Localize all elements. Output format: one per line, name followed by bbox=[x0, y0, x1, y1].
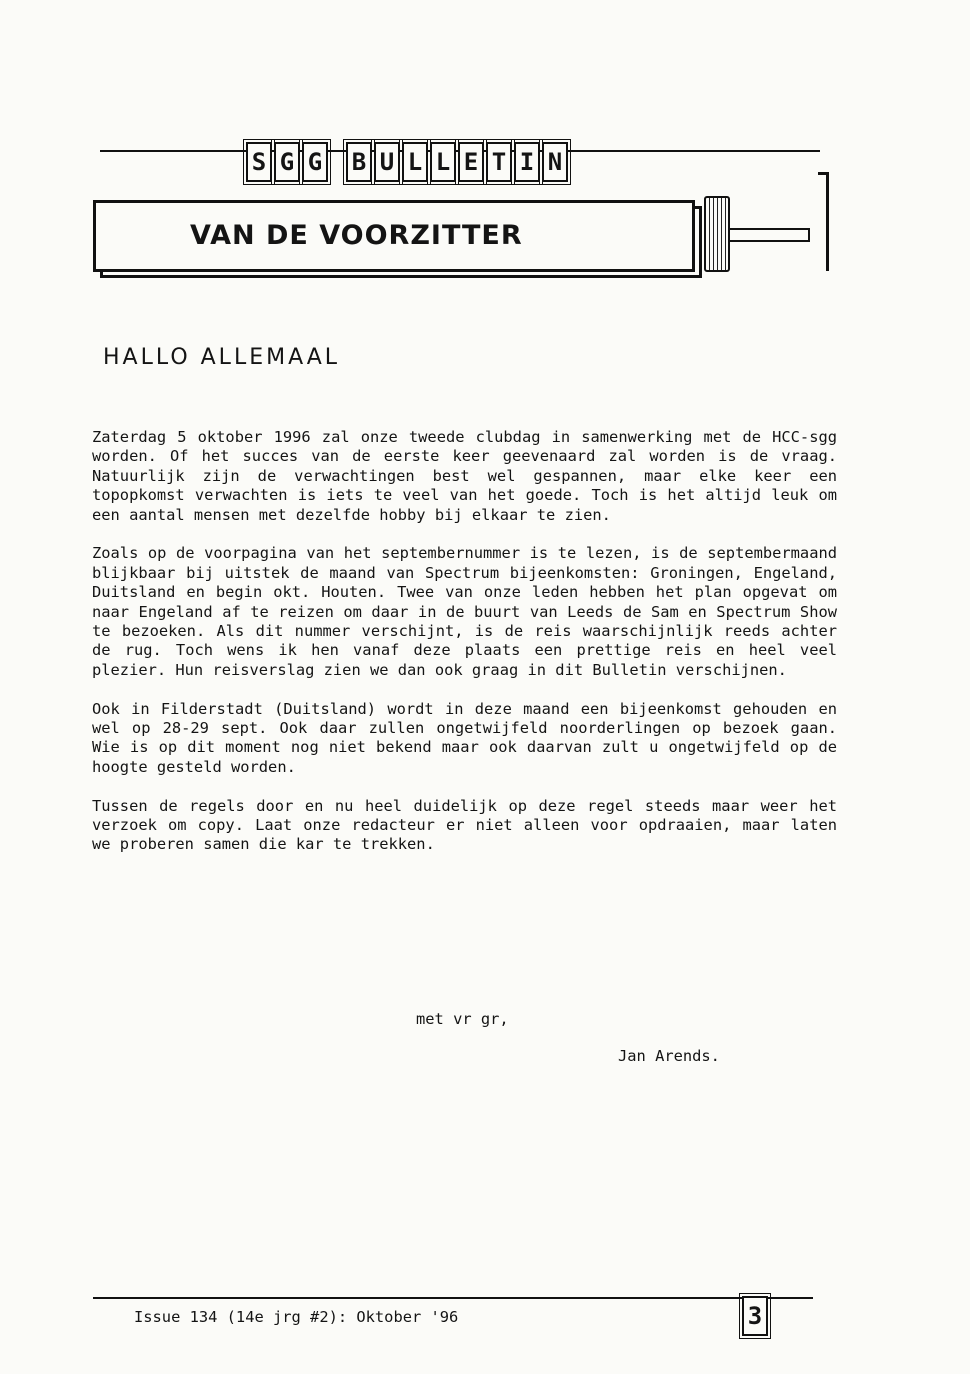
masthead-letter: T bbox=[486, 142, 512, 182]
header-frame bbox=[818, 172, 829, 271]
masthead bbox=[246, 142, 570, 182]
paragraph: Ook in Filderstadt (Duitsland) wordt in deze maand een bijeenkomst gehouden en wel op 28-29 sept. Ook daar zullen ongetwijfeld noorderlingen op bezoek gaan. Wie is op dit moment nog niet bekend maar ook daarvan zult u ongetwijfeld op de hoogte gesteld worden. bbox=[92, 699, 837, 776]
issue-info: Issue 134 (14e jrg #2): Oktober '96 bbox=[134, 1308, 459, 1326]
page-number: 3 bbox=[742, 1296, 768, 1336]
masthead-letter: E bbox=[458, 142, 484, 182]
article-body bbox=[92, 428, 837, 874]
signoff: met vr gr, bbox=[416, 1010, 509, 1028]
paragraph: Zoals op de voorpagina van het septembernummer is te lezen, is de septembermaand blijkbaar bij uitstek de maand van Spectrum bijeenkomsten: Groningen, Engeland, Duitsland en begin okt. Houten. Twee van onze leden hebben het plan opgevat om naar Engeland af te reizen om daar in de buurt van Leeds de Sam en Spectrum Show te bezoeken. Als dit nummer verschijnt, is de reis waarschijnlijk reeds achter de rug. Toch wens ik hen vanaf deze plaats een prettige reis en heel veel plezier. Hun reisverslag zien we dan ook graag in dit Bulletin verschijnen. bbox=[92, 544, 837, 679]
masthead-letter: L bbox=[430, 142, 456, 182]
gavel-handle-icon bbox=[722, 228, 810, 242]
masthead-letter: G bbox=[302, 142, 328, 182]
footer-rule bbox=[93, 1297, 813, 1299]
masthead-letter: B bbox=[346, 142, 372, 182]
masthead-letter: L bbox=[402, 142, 428, 182]
section-title: VAN DE VOORZITTER bbox=[190, 220, 523, 251]
signature: Jan Arends. bbox=[618, 1047, 720, 1065]
paragraph: Tussen de regels door en nu heel duidelijk op deze regel steeds maar weer het verzoek om copy. Laat onze redacteur er niet alleen voor opdraaien, maar laten we proberen samen die kar te trekken. bbox=[92, 796, 837, 854]
masthead-letter: I bbox=[514, 142, 540, 182]
masthead-gap bbox=[330, 142, 346, 182]
masthead-letter: S bbox=[246, 142, 272, 182]
masthead-letter: U bbox=[374, 142, 400, 182]
masthead-letter: N bbox=[542, 142, 568, 182]
paragraph: Zaterdag 5 oktober 1996 zal onze tweede clubdag in samenwerking met de HCC-sgg worden. Of het succes van de eerste keer geevenaard zal worden is de vraag. Natuurlijk zijn de verwachtingen best wel gespannen, maar elke keer een topopkomst verwachten is iets te veel van het goede. Toch is het altijd leuk om een aantal mensen met dezelfde hobby bij elkaar te zien. bbox=[92, 428, 837, 524]
greeting-heading: HALLO ALLEMAAL bbox=[103, 345, 341, 370]
masthead-letter: G bbox=[274, 142, 300, 182]
gavel-icon bbox=[704, 196, 730, 272]
